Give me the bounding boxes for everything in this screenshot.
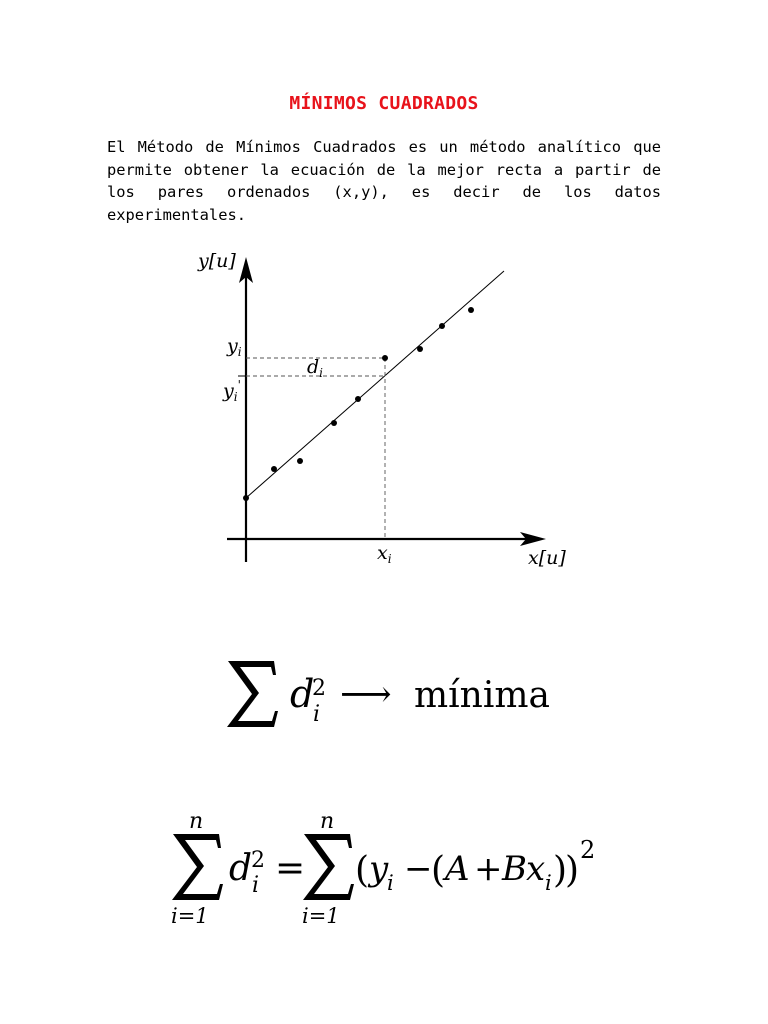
svg-text:A: A: [445, 849, 470, 889]
svg-text:=: =: [275, 848, 306, 889]
svg-text:n: n: [320, 810, 335, 834]
data-point: [331, 420, 337, 426]
data-point: [439, 323, 445, 329]
y-axis-label: y[u]: [198, 250, 236, 272]
svg-text:2: 2: [312, 676, 326, 701]
label-yi-prime: $y_i'$: [223, 378, 241, 404]
data-point: [468, 307, 474, 313]
svg-text:B: B: [502, 849, 527, 889]
data-point: [297, 458, 303, 464]
data-point: [417, 346, 423, 352]
svg-text:mínima: mínima: [414, 675, 550, 716]
data-points: [243, 307, 474, 501]
svg-text:y: y: [369, 849, 389, 889]
data-point: [243, 495, 249, 501]
svg-text:i: i: [252, 873, 260, 898]
svg-text:(: (: [355, 850, 370, 891]
svg-text:): ): [553, 850, 568, 891]
page-title: MÍNIMOS CUADRADOS: [289, 93, 479, 114]
x-axis-label: x[u]: [528, 547, 566, 569]
label-yi: $y_i$: [227, 335, 242, 359]
data-point: [382, 355, 388, 361]
svg-text:x: x: [526, 849, 546, 889]
data-point: [355, 396, 361, 402]
svg-text:⟶: ⟶: [340, 674, 392, 715]
equation-sum-squares: [165, 810, 615, 930]
svg-text:i: i: [313, 702, 321, 727]
svg-text:2: 2: [251, 848, 265, 873]
svg-text:−: −: [404, 849, 433, 889]
svg-text:n: n: [189, 810, 204, 834]
summation-symbol: [303, 834, 354, 900]
svg-text:+: +: [474, 849, 503, 889]
fit-line: [246, 271, 504, 498]
label-xi: $x_i$: [377, 542, 392, 566]
svg-text:d: d: [290, 672, 315, 716]
equation-minimization: [222, 655, 562, 735]
data-point: [271, 466, 277, 472]
svg-text:i: i: [545, 871, 552, 895]
svg-text:d: d: [229, 848, 253, 889]
svg-text:(: (: [431, 850, 446, 891]
summation-symbol: [227, 661, 278, 727]
intro-paragraph: El Método de Mínimos Cuadrados es un método analítico que permite obtener la ecuación de la mejor recta a partir de los pares ordenados (x,y), es decir de los datos experimentales.: [107, 138, 661, 224]
label-di: $d_i$: [307, 356, 324, 380]
summation-symbol: [172, 834, 223, 900]
svg-text:i: i: [387, 871, 394, 895]
svg-text:i=1: i=1: [171, 904, 209, 928]
svg-text:2: 2: [580, 836, 596, 864]
svg-text:i=1: i=1: [302, 904, 340, 928]
svg-text:): ): [565, 850, 580, 891]
least-squares-figure: [190, 245, 580, 580]
